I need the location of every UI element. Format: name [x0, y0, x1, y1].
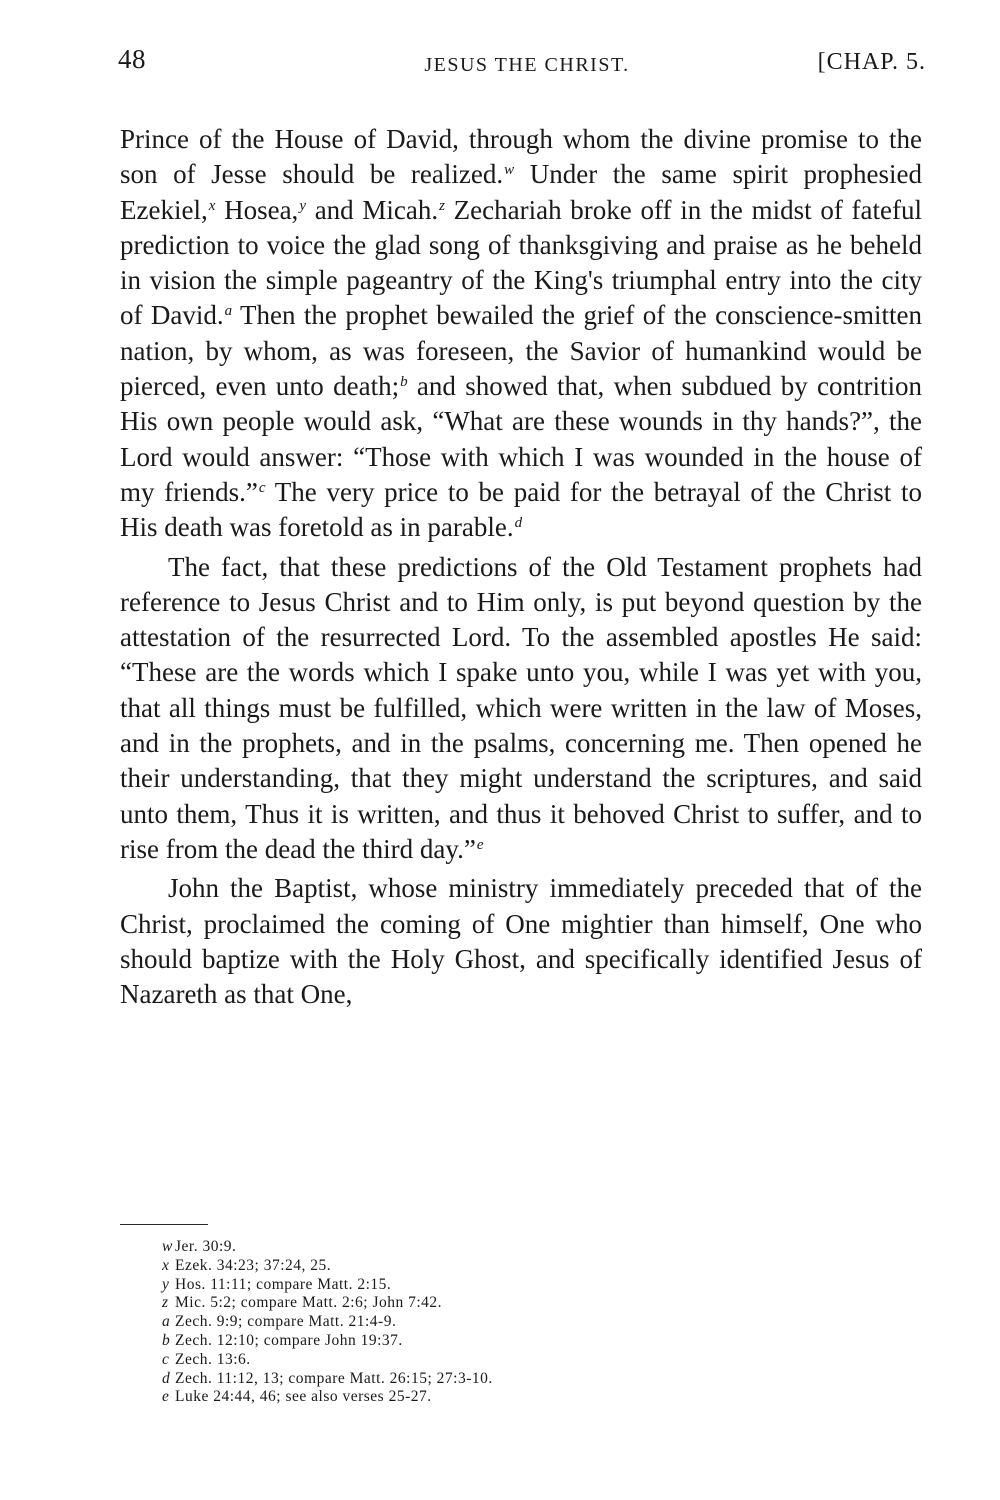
text-segment: and Micah. — [305, 194, 439, 225]
footnote-mark: a — [162, 1313, 171, 1331]
footnote-text: Zech. 13:6. — [175, 1350, 251, 1368]
footnote-mark: c — [162, 1350, 170, 1368]
footnote — [162, 1351, 862, 1370]
footnote-mark: y — [162, 1275, 170, 1293]
footnote-reference: y — [299, 197, 306, 214]
footnote-reference: d — [514, 515, 523, 532]
text-segment: The fact, that these predictions of the Old Testament prophets had reference to Jesus Christ and to Him only, is put beyond question by the attestation of the resurrected Lord. To the assembled apostles He said: “These are the words which I spake unto you, while I was yet with you, that all things must be fulfilled, which were written in the law of Moses, and in the prophets, and in the psalms, concerning me. Then opened he their understanding, that they might understand the scriptures, and said unto them, Thus it is written, and thus it behoved Christ to suffer, and to rise from the dead the third day.” — [120, 551, 922, 864]
footnote-mark: e — [162, 1388, 170, 1406]
footnote-reference: c — [258, 479, 266, 496]
footnote — [162, 1388, 862, 1407]
paragraph — [120, 871, 922, 1012]
footnote-mark: d — [162, 1369, 171, 1387]
footnote-text: Zech. 12:10; compare John 19:37. — [175, 1331, 403, 1349]
footnote-text: Zech. 11:12, 13; compare Matt. 26:15; 27:3-10. — [175, 1369, 493, 1387]
footnote — [162, 1257, 862, 1276]
text-segment: The very price to be paid for the betrayal of the Christ to His death was foretold as in parable. — [120, 476, 923, 543]
body-text — [120, 122, 922, 1016]
footnote-reference: z — [439, 197, 445, 214]
footnote-reference: x — [208, 197, 216, 214]
running-title: JESUS THE CHRIST. — [424, 54, 630, 76]
page-number: 48 — [118, 44, 146, 74]
footnote-mark: b — [162, 1331, 171, 1349]
page-header — [118, 44, 926, 84]
footnote — [162, 1332, 862, 1351]
paragraph — [120, 122, 922, 546]
footnote — [162, 1276, 862, 1295]
text-segment: and showed that, when subdued by contrition His own people would ask, “What are these wounds in thy hands?”, the Lord would answer: “Those with which I was wounded in the house of my friends.” — [120, 371, 922, 507]
footnote-mark: w — [162, 1238, 173, 1255]
footnote-reference: a — [224, 303, 233, 320]
text-segment: Under the same spirit prophesied Ezekiel, — [120, 159, 922, 225]
text-segment: Hosea, — [215, 194, 299, 225]
footnote-reference: w — [504, 162, 515, 179]
footnote-text: Ezek. 34:23; 37:24, 25. — [175, 1256, 332, 1274]
text-segment: Prince of the House of David, through whom the divine promise to the son of Jesse should be realized. — [120, 124, 922, 190]
footnote-mark: x — [162, 1256, 170, 1274]
text-segment: Then the prophet bewailed the grief of the conscience-smitten nation, by whom, as was foreseen, the Savior of humankind would be pierced, even unto death; — [120, 300, 923, 402]
footnotes — [162, 1238, 862, 1407]
paragraph — [120, 550, 922, 868]
footnote-text: Zech. 9:9; compare Matt. 21:4-9. — [175, 1313, 397, 1331]
footnote — [162, 1313, 862, 1332]
footnote-text: Hos. 11:11; compare Matt. 2:15. — [175, 1275, 392, 1293]
footnote-text: Luke 24:44, 46; see also verses 25-27. — [175, 1388, 432, 1406]
footnote — [162, 1294, 862, 1313]
footnote-mark: z — [162, 1294, 169, 1312]
footnote-text: Mic. 5:2; compare Matt. 2:6; John 7:42. — [175, 1294, 443, 1312]
footnote-reference: e — [476, 836, 484, 853]
footnote-divider — [120, 1224, 208, 1225]
footnote — [162, 1238, 862, 1257]
footnote-reference: b — [400, 374, 408, 391]
footnote — [162, 1370, 862, 1389]
footnote-text: Jer. 30:9. — [175, 1238, 237, 1255]
chapter-label: [CHAP. 5. — [817, 49, 926, 75]
text-segment: Zechariah broke off in the midst of fateful prediction to voice the glad song of thanksgiving and praise as he beheld in vision the simple pageantry of the King's triumphal entry into the city of David. — [120, 194, 922, 331]
text-segment: John the Baptist, whose ministry immediately preceded that of the Christ, proclaimed the coming of One mightier than himself, One who should baptize with the Holy Ghost, and specifically identified Jesus of Nazareth as that One, — [120, 873, 922, 1010]
